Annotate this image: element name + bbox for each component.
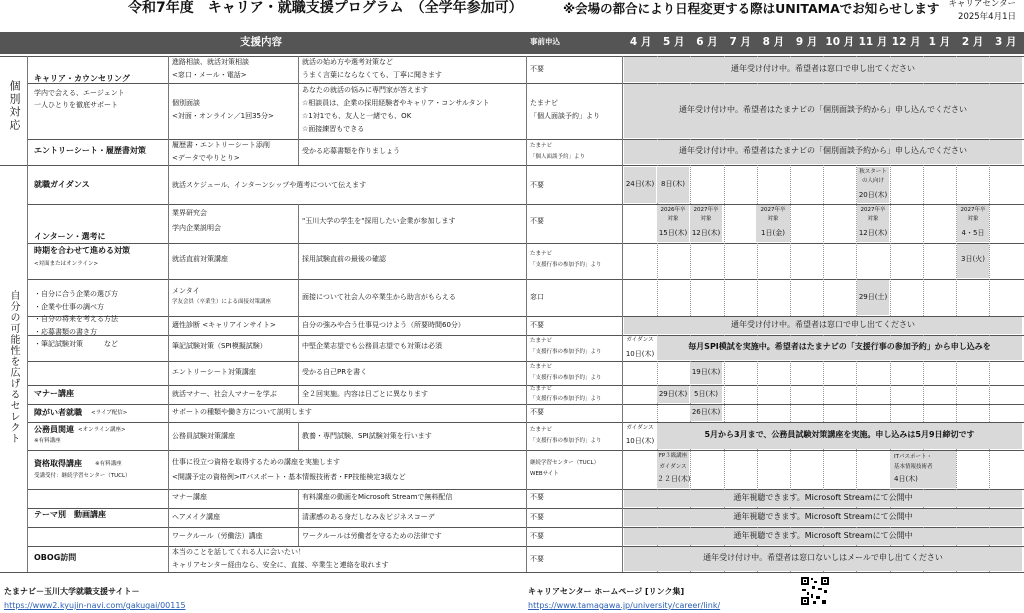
r8-apply: 不要: [530, 321, 544, 329]
qual-dec1: ITパスポート・: [894, 454, 932, 460]
r9-a1: 筆記試験対策（SPI模擬試験）: [172, 342, 267, 350]
r3-a1: 履歴書・エントリーシート添削: [172, 141, 270, 149]
r5-b1: "玉川大学の学生を"採用したい企業が参加します: [302, 217, 456, 225]
civil-apr2: 10日(木): [625, 437, 655, 445]
civil-bar: 5月から3月まで、公務員試験対策講座を実施。申し込みは5月9日締切です: [704, 430, 975, 439]
footer-right-link[interactable]: https://www.tamagawa.jp/university/career/link/: [528, 601, 721, 610]
r6-apply2: 「支援行事の参加予約」より: [530, 262, 602, 268]
manner-apply1: たまナビ: [530, 386, 553, 392]
theme-c1: ヘアメイク講座: [172, 513, 221, 521]
r3-apply1: たまナビ: [530, 143, 553, 149]
intern-topic-item: ・応募書類の書き方: [34, 327, 97, 336]
r3-b1: 受かる応募書類を作りましょう: [302, 147, 400, 155]
r2-bar: 通年受け付け中。希望者はたまナビの「個別面談予約から」申し込んでください: [679, 105, 967, 114]
r5-may: 15日(木): [658, 229, 688, 237]
obog-a1: 本当のことを話してくれる人に会いたい！: [172, 548, 305, 556]
r1-a1: 進路相談、就活対策相談: [172, 58, 249, 66]
month-header: 5 月: [663, 36, 685, 48]
r5-aug-t1: 2027年卒: [760, 207, 786, 213]
r9-apr2: 10日(木): [625, 350, 655, 358]
qual-dec2: 基本情報技術者: [894, 464, 933, 470]
theme-apply-3: 不要: [530, 532, 544, 540]
r7-nov: 29日(土): [858, 293, 888, 301]
qual-sub2: 受講受付：継続学習センター（TUCL）: [34, 473, 131, 479]
theme-e1: ワークルール（労働法）講座: [172, 532, 263, 540]
month-header: 7 月: [729, 36, 751, 48]
disab-sub: <ライブ配信>: [91, 410, 128, 416]
r10-jun: 19日(木): [691, 368, 721, 376]
r5-may-t2: 対象: [667, 216, 679, 222]
r5-feb: 4・5日: [961, 229, 985, 237]
civil-sub2: ※有料講座: [34, 438, 61, 444]
month-header: 11 月: [858, 36, 888, 48]
month-header: 1 月: [928, 36, 951, 48]
theme-b1: 有料講座の動画をMicrosoft Streamで無料配信: [302, 493, 453, 501]
organization-name: キャリアセンター: [948, 0, 1016, 9]
obog-a2: キャリアセンター経由なら、安全に、直接、卒業生と連絡を取れます: [172, 561, 389, 569]
footer-left-link[interactable]: https://www2.kyujin-navi.com/gakugai/00115: [4, 601, 186, 610]
r2-b2: ☆相談員は、企業の採用経験者やキャリア・コンサルタント: [302, 99, 490, 107]
career-desc-2: 一人ひとりを徹底サポート: [34, 101, 118, 109]
disab-jun: 26日(木): [691, 408, 721, 416]
r1-a2: <窓口・メール・電話>: [172, 71, 247, 79]
guidance-apr: 24日(木): [625, 180, 655, 188]
guidance-nov-l1: 秋スタート: [859, 169, 887, 175]
r5-feb-t1: 2027年卒: [960, 207, 986, 213]
intern-topic-item: ・自分の将来を考える方法: [34, 315, 118, 323]
intern-topic-item: ・筆記試験対策 など: [34, 340, 118, 348]
r5-may-t1: 2026年卒: [660, 207, 686, 213]
r3-name: エントリーシート・履歴書対策: [34, 146, 146, 155]
civil-name: 公務員関連: [34, 425, 74, 434]
guidance-a1: 就活スケジュール、インターンシップや選考について伝えます: [172, 181, 367, 189]
qual-apply1: 継続学習センター（TUCL）: [530, 460, 600, 466]
obog-apply: 不要: [530, 555, 544, 563]
qual-jun1: FP３級講座: [658, 453, 688, 459]
r9-apply1: たまナビ: [530, 338, 553, 344]
guidance-name: 就職ガイダンス: [34, 180, 90, 189]
r2-a1: 個別面談: [172, 99, 200, 107]
intern-name2: 時期を合わせて進める対策: [34, 246, 130, 255]
r10-apply1: たまナビ: [530, 364, 553, 370]
r5-aug: 1日(金): [761, 229, 785, 237]
r5-feb-t2: 対象: [967, 216, 979, 222]
manner-name: マナー講座: [34, 389, 74, 398]
section-expand: 自分の可能性を広げるセレクト: [8, 290, 19, 444]
manner-apply2: 「支援行事の参加予約」より: [530, 396, 602, 402]
r2-apply1: たまナビ: [530, 99, 558, 107]
theme-apply-1: 不要: [530, 493, 544, 501]
theme-a1: マナー講座: [172, 493, 207, 501]
guidance-may: 8日(木): [661, 180, 685, 188]
r10-b1: 受かる自己PRを書く: [302, 368, 368, 376]
r1-bar: 通年受け付け中。希望者は窓口で申し出てください: [731, 64, 915, 73]
manner-a1: 就活マナー、社会人マナーを学ぶ: [172, 390, 277, 398]
r2-a2: <対面・オンライン／1回35分>: [172, 112, 274, 120]
r9-apr1: ガイダンス: [626, 337, 654, 343]
r2-b4: ☆面接練習もできる: [302, 125, 365, 133]
r5-jun-t2: 対象: [700, 216, 712, 222]
r9-b1: 中堅企業志望でも公務員志望でも対策は必須: [302, 342, 442, 350]
r5-jun-t1: 2027年卒: [693, 207, 719, 213]
qual-dec3: 4日(木): [894, 475, 918, 483]
civil-apply2: 「支援行事の参加予約」より: [530, 438, 602, 444]
obog-name: OBOG訪問: [34, 553, 77, 562]
manner-may: 29日(木): [658, 390, 688, 398]
issue-date: 2025年4月1日: [958, 12, 1016, 22]
page-title: 令和7年度 キャリア・就職支援プログラム （全学年参加可）: [128, 0, 523, 16]
guidance-nov: 20日(木): [858, 191, 888, 199]
r1-b2: うまく言葉にならなくても、丁寧に聞きます: [302, 71, 442, 79]
r8-a1: 適性診断 <キャリアインサイト>: [172, 321, 276, 329]
career-desc-1: 学内で会える、エージェント: [34, 89, 125, 97]
r6-feb: 3日(火): [961, 255, 985, 263]
intern-topic-item: ・自分に合う企業の選び方: [34, 290, 118, 298]
month-header: 10 月: [825, 36, 855, 48]
month-header: 4 月: [629, 36, 652, 48]
r8-b1: 自分の強みや合う仕事見つけよう（所要時間60分）: [302, 321, 465, 329]
month-header: 8 月: [762, 36, 785, 48]
theme-apply-2: 不要: [530, 513, 544, 521]
intern-topic-item: ・企業や仕事の調べ方: [34, 302, 104, 311]
month-header: 12 月: [891, 36, 921, 48]
r7-a2: 学友会員（卒業生）による面接対策講座: [172, 299, 272, 305]
qual-jun3: ２２日(木): [657, 475, 691, 483]
theme-bar-3: 通年視聴できます。Microsoft Streamにて公開中: [733, 531, 913, 540]
schedule-notice: ※会場の都合により日程変更する際はUNITAMAでお知らせします: [563, 1, 940, 16]
r5-jun: 12日(木): [691, 229, 721, 237]
header-apply: 事前申込: [530, 37, 560, 46]
civil-apply1: たまナビ: [530, 427, 553, 433]
qual-name: 資格取得講座: [34, 459, 82, 468]
qual-sub: ※有料講座: [95, 461, 122, 467]
month-header: 3 月: [995, 36, 1017, 48]
intern-name1: インターン・選考に: [34, 232, 106, 241]
qual-apply2: WEBサイト: [530, 471, 559, 477]
manner-jun: 5日(木): [694, 390, 718, 398]
r3-apply2: 「個人面談予約」より: [530, 154, 586, 160]
disab-apply: 不要: [530, 408, 544, 416]
qr-code-icon[interactable]: [800, 576, 830, 606]
disab-name: 障がい者就職: [34, 408, 82, 417]
qual-jun2: ガイダンス: [659, 464, 687, 470]
r7-b1: 面接について社会人の卒業生から助言がもらえる: [302, 293, 456, 301]
r5-nov: 12日(木): [858, 229, 888, 237]
civil-b1: 教養・専門試験、SPI試験対策を行います: [302, 432, 432, 440]
qual-a1: 仕事に役立つ資格を取得するための講座を実施します: [172, 458, 340, 466]
month-header: 2 月: [961, 36, 984, 48]
disab-a1: サポートの種類や働き方について説明します: [172, 408, 312, 416]
r7-apply: 窓口: [530, 293, 544, 301]
civil-sub: <オンライン講座>: [78, 427, 126, 433]
r5-aug-t2: 対象: [767, 216, 779, 222]
theme-d1: 清潔感のある身だしなみ＆ビジネスコーデ: [302, 513, 435, 521]
civil-apr1: ガイダンス: [626, 425, 654, 431]
guidance-apply: 不要: [530, 181, 544, 189]
r6-a1: 就活直前対策講座: [172, 255, 228, 263]
header-support: 支援内容: [240, 36, 282, 48]
r7-a1: メンタイ: [172, 287, 200, 295]
r5-a1: 業界研究会: [172, 209, 207, 217]
footer-left-title: たまナビ－玉川大学就職支援サイト－: [4, 587, 140, 596]
r9-apply2: 「支援行事の参加予約」より: [530, 349, 602, 355]
r6-b1: 採用試験直前の最後の確認: [302, 255, 386, 263]
month-header: 6 月: [696, 36, 718, 48]
r3-a2: <データでやりとり>: [172, 154, 240, 162]
r5-nov-t2: 対象: [867, 216, 879, 222]
r2-b3: ☆1対1でも、友人と一緒でも、OK: [302, 112, 412, 120]
theme-bar-2: 通年視聴できます。Microsoft Streamにて公開中: [733, 512, 913, 521]
r3-bar: 通年受け付け中。希望者はたまナビの「個別面談予約から」申し込んでください: [679, 146, 967, 155]
r1-b1: 就活の始め方や選考対策など: [302, 58, 393, 66]
theme-name: テーマ別 動画講座: [34, 510, 106, 519]
r5-apply: 不要: [530, 217, 544, 225]
section-individual: 個別対応: [8, 80, 21, 132]
obog-bar: 通年受け付け中。希望者は窓口ないしはメールで申し出てください: [703, 553, 943, 562]
r2-apply2: 「個人面談予約」より: [530, 112, 600, 120]
r10-a1: エントリーシート対策講座: [172, 368, 256, 376]
career-name: キャリア・カウンセリング: [34, 74, 130, 83]
r5-a2: 学内企業説明会: [172, 224, 221, 232]
r8-bar: 通年受け付け中。希望者は窓口で申し出てください: [731, 320, 915, 329]
r6-apply1: たまナビ: [530, 251, 553, 257]
theme-bar-1: 通年視聴できます。Microsoft Streamにて公開中: [733, 493, 913, 502]
r1-apply: 不要: [530, 65, 544, 73]
civil-a1: 公務員試験対策講座: [172, 432, 235, 440]
intern-name3: <対面またはオンライン>: [34, 261, 99, 267]
qual-a2: <開講予定の資格例>ITパスポート・基本情報技術者・FP技能検定3級など: [172, 473, 406, 481]
theme-f1: ワークルールは労働者を守るための法律です: [302, 532, 442, 540]
r9-bar: 毎月SPI模試を実施中。希望者はたまナビの「支援行事の参加予約」から申し込みを: [688, 342, 991, 351]
r10-apply2: 「支援行事の参加予約」より: [530, 375, 602, 381]
footer-right-title: キャリアセンター ホームページ [リンク集]: [528, 587, 685, 596]
r2-b1: あなたの就活の悩みに専門家が答えます: [302, 86, 428, 94]
r5-nov-t1: 2027年卒: [860, 207, 886, 213]
guidance-nov-l2: の人向け: [861, 178, 884, 184]
month-header: 9 月: [795, 36, 818, 48]
manner-b1: 全２回実施。内容は日ごとに異なります: [302, 390, 428, 398]
